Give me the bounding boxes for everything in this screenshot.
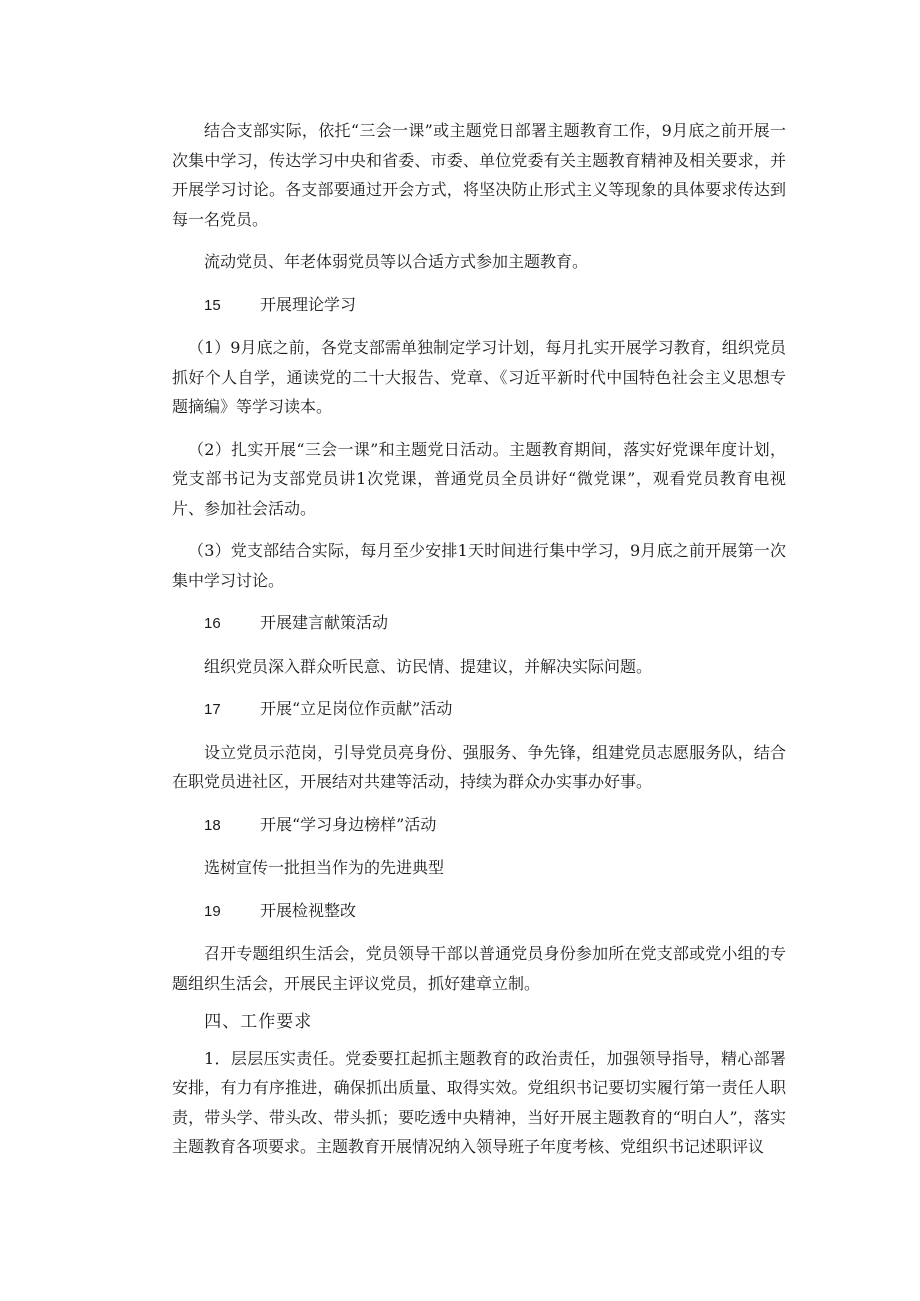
heading-16 bbox=[172, 608, 786, 639]
heading-15 bbox=[172, 290, 786, 321]
heading-title: 开展“立足岗位作贡献”活动 bbox=[260, 699, 453, 718]
heading-number: 19 bbox=[204, 902, 221, 920]
heading-number: 17 bbox=[204, 701, 221, 718]
paragraph-mobile-members: 流动党员、年老体弱党员等以合适方式参加主题教育。 bbox=[204, 252, 589, 271]
section-title-work-requirements: 四、工作要求 bbox=[204, 1012, 313, 1032]
heading-title: 开展建言献策活动 bbox=[260, 613, 389, 632]
heading-18 bbox=[172, 810, 786, 841]
paragraph-study-deployment: 结合支部实际，依托“三会一课”或主题党日部署主题教育工作，9月底之前开展一次集中学习，传达学习中央和省委、市委、单位党委有关主题教育精神及相关要求，并开展学习讨论。各支部要通过开会方式，将坚决防止形式主义等现象的具体要求传达到每一名党员。 bbox=[172, 121, 786, 229]
heading-title: 开展检视整改 bbox=[260, 900, 357, 920]
heading-number: 16 bbox=[204, 615, 221, 632]
paragraph-responsibility: 1．层层压实责任。党委要扛起抓主题教育的政治责任，加强领导指导，精心部署安排，有力有序推进，确保抓出质量、取得实效。党组织书记要切实履行第一责任人职责，带头学、带头改、带头抓；要吃透中央精神，当好开展主题教育的“明白人”，落实主题教育各项要求。主题教育开展情况纳入领导班子年度考核、党组织书记述职评议 bbox=[172, 1048, 786, 1156]
paragraph-role-models: 选树宣传一批担当作为的先进典型 bbox=[204, 858, 445, 877]
paragraph-suggestions: 组织党员深入群众听民意、访民情、提建议，并解决实际问题。 bbox=[204, 656, 653, 676]
paragraph-contribution: 设立党员示范岗，引导党员亮身份、强服务、争先锋，组建党员志愿服务队，结合在职党员进社区，开展结对共建等活动，持续为群众办实事办好事。 bbox=[172, 742, 786, 791]
paragraph-theory-3: （3）党支部结合实际，每月至少安排1天时间进行集中学习，9月底之前开展第一次集中学习讨论。 bbox=[172, 541, 786, 590]
heading-number: 18 bbox=[204, 816, 221, 834]
paragraph-theory-1: （1）9月底之前，各党支部需单独制定学习计划，每月扎实开展学习教育，组织党员抓好个人自学，通读党的二十大报告、党章、《习近平新时代中国特色社会主义思想专题摘编》等学习读本。 bbox=[172, 338, 786, 416]
heading-17 bbox=[172, 694, 786, 725]
paragraph-theory-2: （2）扎实开展“三会一课”和主题党日活动。主题教育期间，落实好党课年度计划，党支部书记为支部党员讲1次党课，普通党员全员讲好“微党课”，观看党员教育电视片、参加社会活动。 bbox=[172, 439, 786, 518]
paragraph-rectification: 召开专题组织生活会，党员领导干部以普通党员身份参加所在党支部或党小组的专题组织生活会，开展民主评议党员，抓好建章立制。 bbox=[172, 944, 786, 993]
document-page bbox=[172, 116, 786, 1175]
heading-19 bbox=[172, 896, 786, 927]
heading-title: 开展“学习身边榜样”活动 bbox=[260, 814, 437, 834]
heading-number: 15 bbox=[204, 296, 221, 314]
heading-title: 开展理论学习 bbox=[260, 294, 357, 314]
